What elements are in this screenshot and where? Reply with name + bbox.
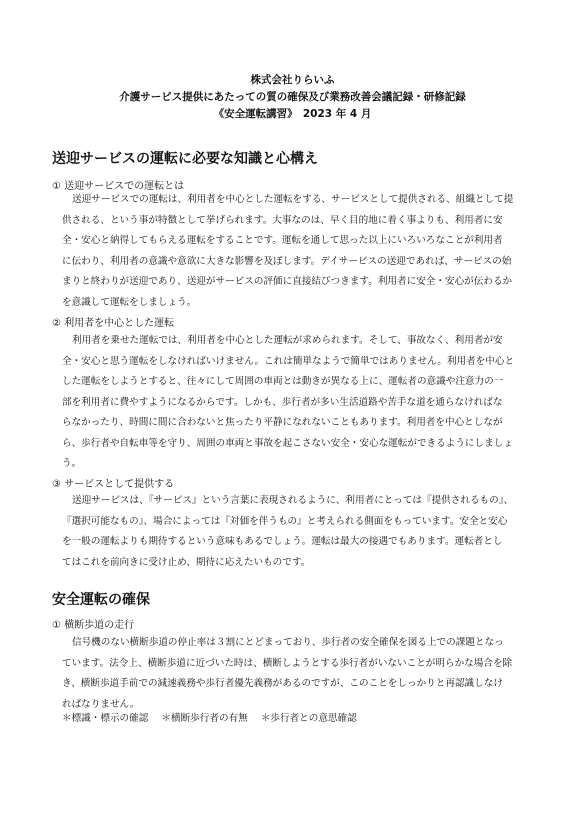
paragraph-2 [62,331,534,475]
paragraph-2-line: 利用者を乗せた運転では、利用者を中心とした運転が求められます。そして、事故なく、利用者が安 [72,335,503,346]
section-heading-knowledge: 送迎サービスの運転に必要な知識と心構え [52,151,318,167]
checklist [62,712,357,726]
paragraph-1-line: に伝わり、利用者の意識や意欲に大きな影響を及ぼします。デイサービスの送迎であれば、サービスの始 [62,255,512,267]
subsection-title-2: ② 利用者を中心とした運転 [52,318,175,329]
checklist-item: ＊標識・標示の確認 [62,713,149,724]
paragraph-4-line: ています。法令上、横断歩道に近づいた時は、横断しようとする歩行者がいないことが明らかな場合を除 [62,657,513,669]
paragraph-3 [62,491,534,573]
paragraph-1 [62,190,534,313]
subsection-title-3: ③ サービスとして提供する [52,479,175,490]
paragraph-2-line: ら、歩行者や自転車等を守り、周囲の車両と事故を起こさない安全・安心な運転ができるようにしましょ [62,437,513,449]
paragraph-1-line: 供される、という事が特徴として挙げられます。大事なのは、早く目的地に着く事よりも、利用者に安 [62,214,503,226]
subsection-title-4: ① 横断歩道の走行 [52,620,135,631]
paragraph-1-line: 送迎サービスでの運転は、利用者を中心とした運転をする、サービスとして提供される、組織として提 [72,194,514,205]
checklist-item: ＊歩行者との意思確認 [260,713,357,724]
paragraph-1-line: 全・安心と納得してもらえる運転をすることです。運転を通して思った以上にいろいろなことが利用者 [62,235,503,246]
paragraph-2-line: 全・安心と思う運転をしなければいけません。これは簡単なようで簡単ではありません。利用者を中心と [62,355,515,367]
paragraph-4-line: 信号機のない横断歩道の停止率は３割にとどまっており、歩行者の安全確保を図る上での課題となっ [72,637,504,648]
paragraph-1-line: まりと終わりが送迎であり、送迎がサービスの評価に直接結びつきます。利用者に安全・安心が伝わるか [62,276,513,287]
paragraph-2-line: らなかったり、時間に間に合わないと焦ったり平静になれないこともあります。利用者を中心としなが [62,417,503,428]
paragraph-2-line: う。 [62,458,82,469]
paragraph-1-line: を意識して運転をしましょう。 [62,296,197,308]
section-heading-safety: 安全運転の確保 [52,592,150,608]
document-title: 介護サービス提供にあたっての質の確保及び業務改善会議記録・研修記録 [119,91,466,103]
company-name: 株式会社りらいふ [250,74,335,86]
paragraph-4-line: ればなりません。 [62,698,140,710]
paragraph-2-line: 部を利用者に費やすようになるからです。しかも、歩行者が多い生活道路や苦手な道を通らなければな [62,396,503,408]
paragraph-4 [62,633,534,715]
paragraph-3-line: を一般の運転よりも期待するという意味もあるでしょう。運転は最大の接遇でもあります。運転者とし [62,536,503,547]
checklist-item: ＊横断歩行者の有無 [161,713,248,724]
paragraph-3-line: 送迎サービスは、『サービス』という言葉に表現されるように、利用者にとっては『提供されるもの』、 [72,495,514,506]
paragraph-3-line: 『選択可能なもの』、場合によっては『対価を伴うもの』と考えられる側面をもっています。安全と安心 [62,515,508,527]
paragraph-4-line: き、横断歩道手前での減速義務や歩行者優先義務があるのですが、このことをしっかりと再認識しなけ [62,678,503,689]
paragraph-2-line: した運転をしようとすると、往々にして周囲の車両とは動きが異なる上に、運転者の意識や注意力の一 [62,376,504,387]
paragraph-3-line: てはこれを前向きに受け止め、期待に応えたいものです。 [62,556,311,568]
document-subtitle: 《安全運転講習》 2023 年 4 月 [213,108,372,120]
subsection-title-1: ① 送迎サービスでの運転とは [52,181,185,192]
